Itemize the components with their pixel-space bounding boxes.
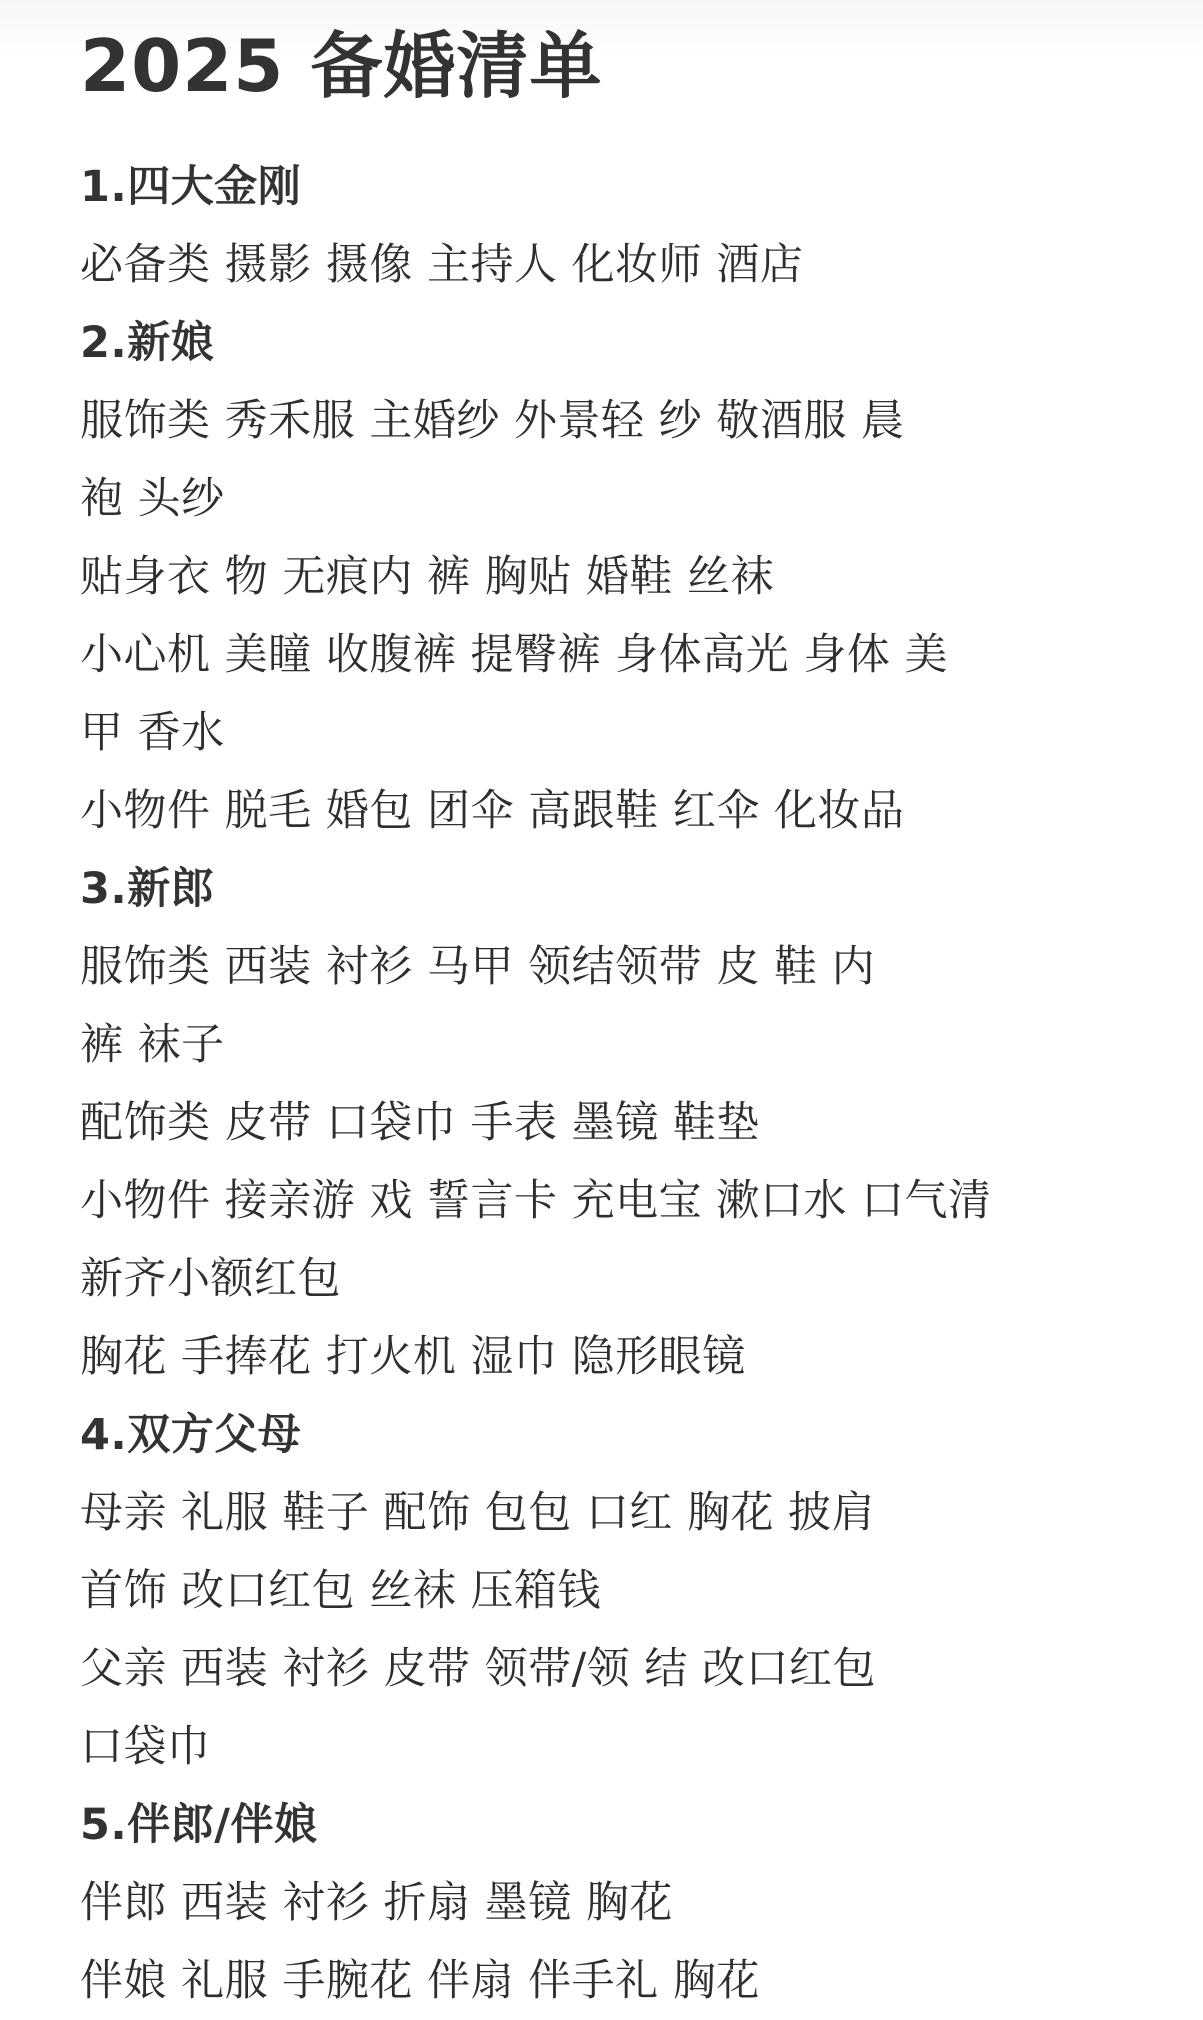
checklist-line: 服饰类 秀禾服 主婚纱 外景轻 纱 敬酒服 晨 bbox=[80, 396, 905, 446]
checklist-line: 口袋巾 bbox=[80, 1722, 211, 1772]
checklist-line: 裤 袜子 bbox=[80, 1020, 225, 1070]
checklist-line: 首饰 改口红包 丝袜 压箱钱 bbox=[80, 1566, 602, 1616]
section-heading: 5.伴郎/伴娘 bbox=[80, 1800, 318, 1850]
checklist-lines bbox=[80, 148, 1180, 2020]
checklist-line: 小心机 美瞳 收腹裤 提臀裤 身体高光 身体 美 bbox=[80, 630, 949, 680]
checklist-line: 服饰类 西装 衬衫 马甲 领结领带 皮 鞋 内 bbox=[80, 942, 876, 992]
checklist-line: 必备类 摄影 摄像 主持人 化妆师 酒店 bbox=[80, 240, 804, 290]
section-heading: 1.四大金刚 bbox=[80, 162, 302, 212]
section-heading: 3.新郎 bbox=[80, 864, 215, 914]
checklist-line: 伴娘 礼服 手腕花 伴扇 伴手礼 胸花 bbox=[80, 1956, 760, 2006]
checklist-document bbox=[80, 18, 1180, 2020]
section-heading: 4.双方父母 bbox=[80, 1410, 302, 1460]
checklist-line: 甲 香水 bbox=[80, 708, 225, 758]
checklist-line: 伴郎 西装 衬衫 折扇 墨镜 胸花 bbox=[80, 1878, 673, 1928]
checklist-line: 新齐小额红包 bbox=[80, 1254, 341, 1304]
section-heading: 2.新娘 bbox=[80, 318, 215, 368]
checklist-line: 胸花 手捧花 打火机 湿巾 隐形眼镜 bbox=[80, 1332, 746, 1382]
checklist-line: 父亲 西装 衬衫 皮带 领带/领 结 改口红包 bbox=[80, 1644, 876, 1694]
checklist-line: 贴身衣 物 无痕内 裤 胸贴 婚鞋 丝袜 bbox=[80, 552, 775, 602]
checklist-line: 母亲 礼服 鞋子 配饰 包包 口红 胸花 披肩 bbox=[80, 1488, 876, 1538]
checklist-line: 小物件 接亲游 戏 誓言卡 充电宝 漱口水 口气清 bbox=[80, 1176, 992, 1226]
page-title: 2025 备婚清单 bbox=[80, 24, 603, 108]
checklist-line: 小物件 脱毛 婚包 团伞 高跟鞋 红伞 化妆品 bbox=[80, 786, 905, 836]
checklist-line: 袍 头纱 bbox=[80, 474, 225, 524]
checklist-line: 配饰类 皮带 口袋巾 手表 墨镜 鞋垫 bbox=[80, 1098, 760, 1148]
